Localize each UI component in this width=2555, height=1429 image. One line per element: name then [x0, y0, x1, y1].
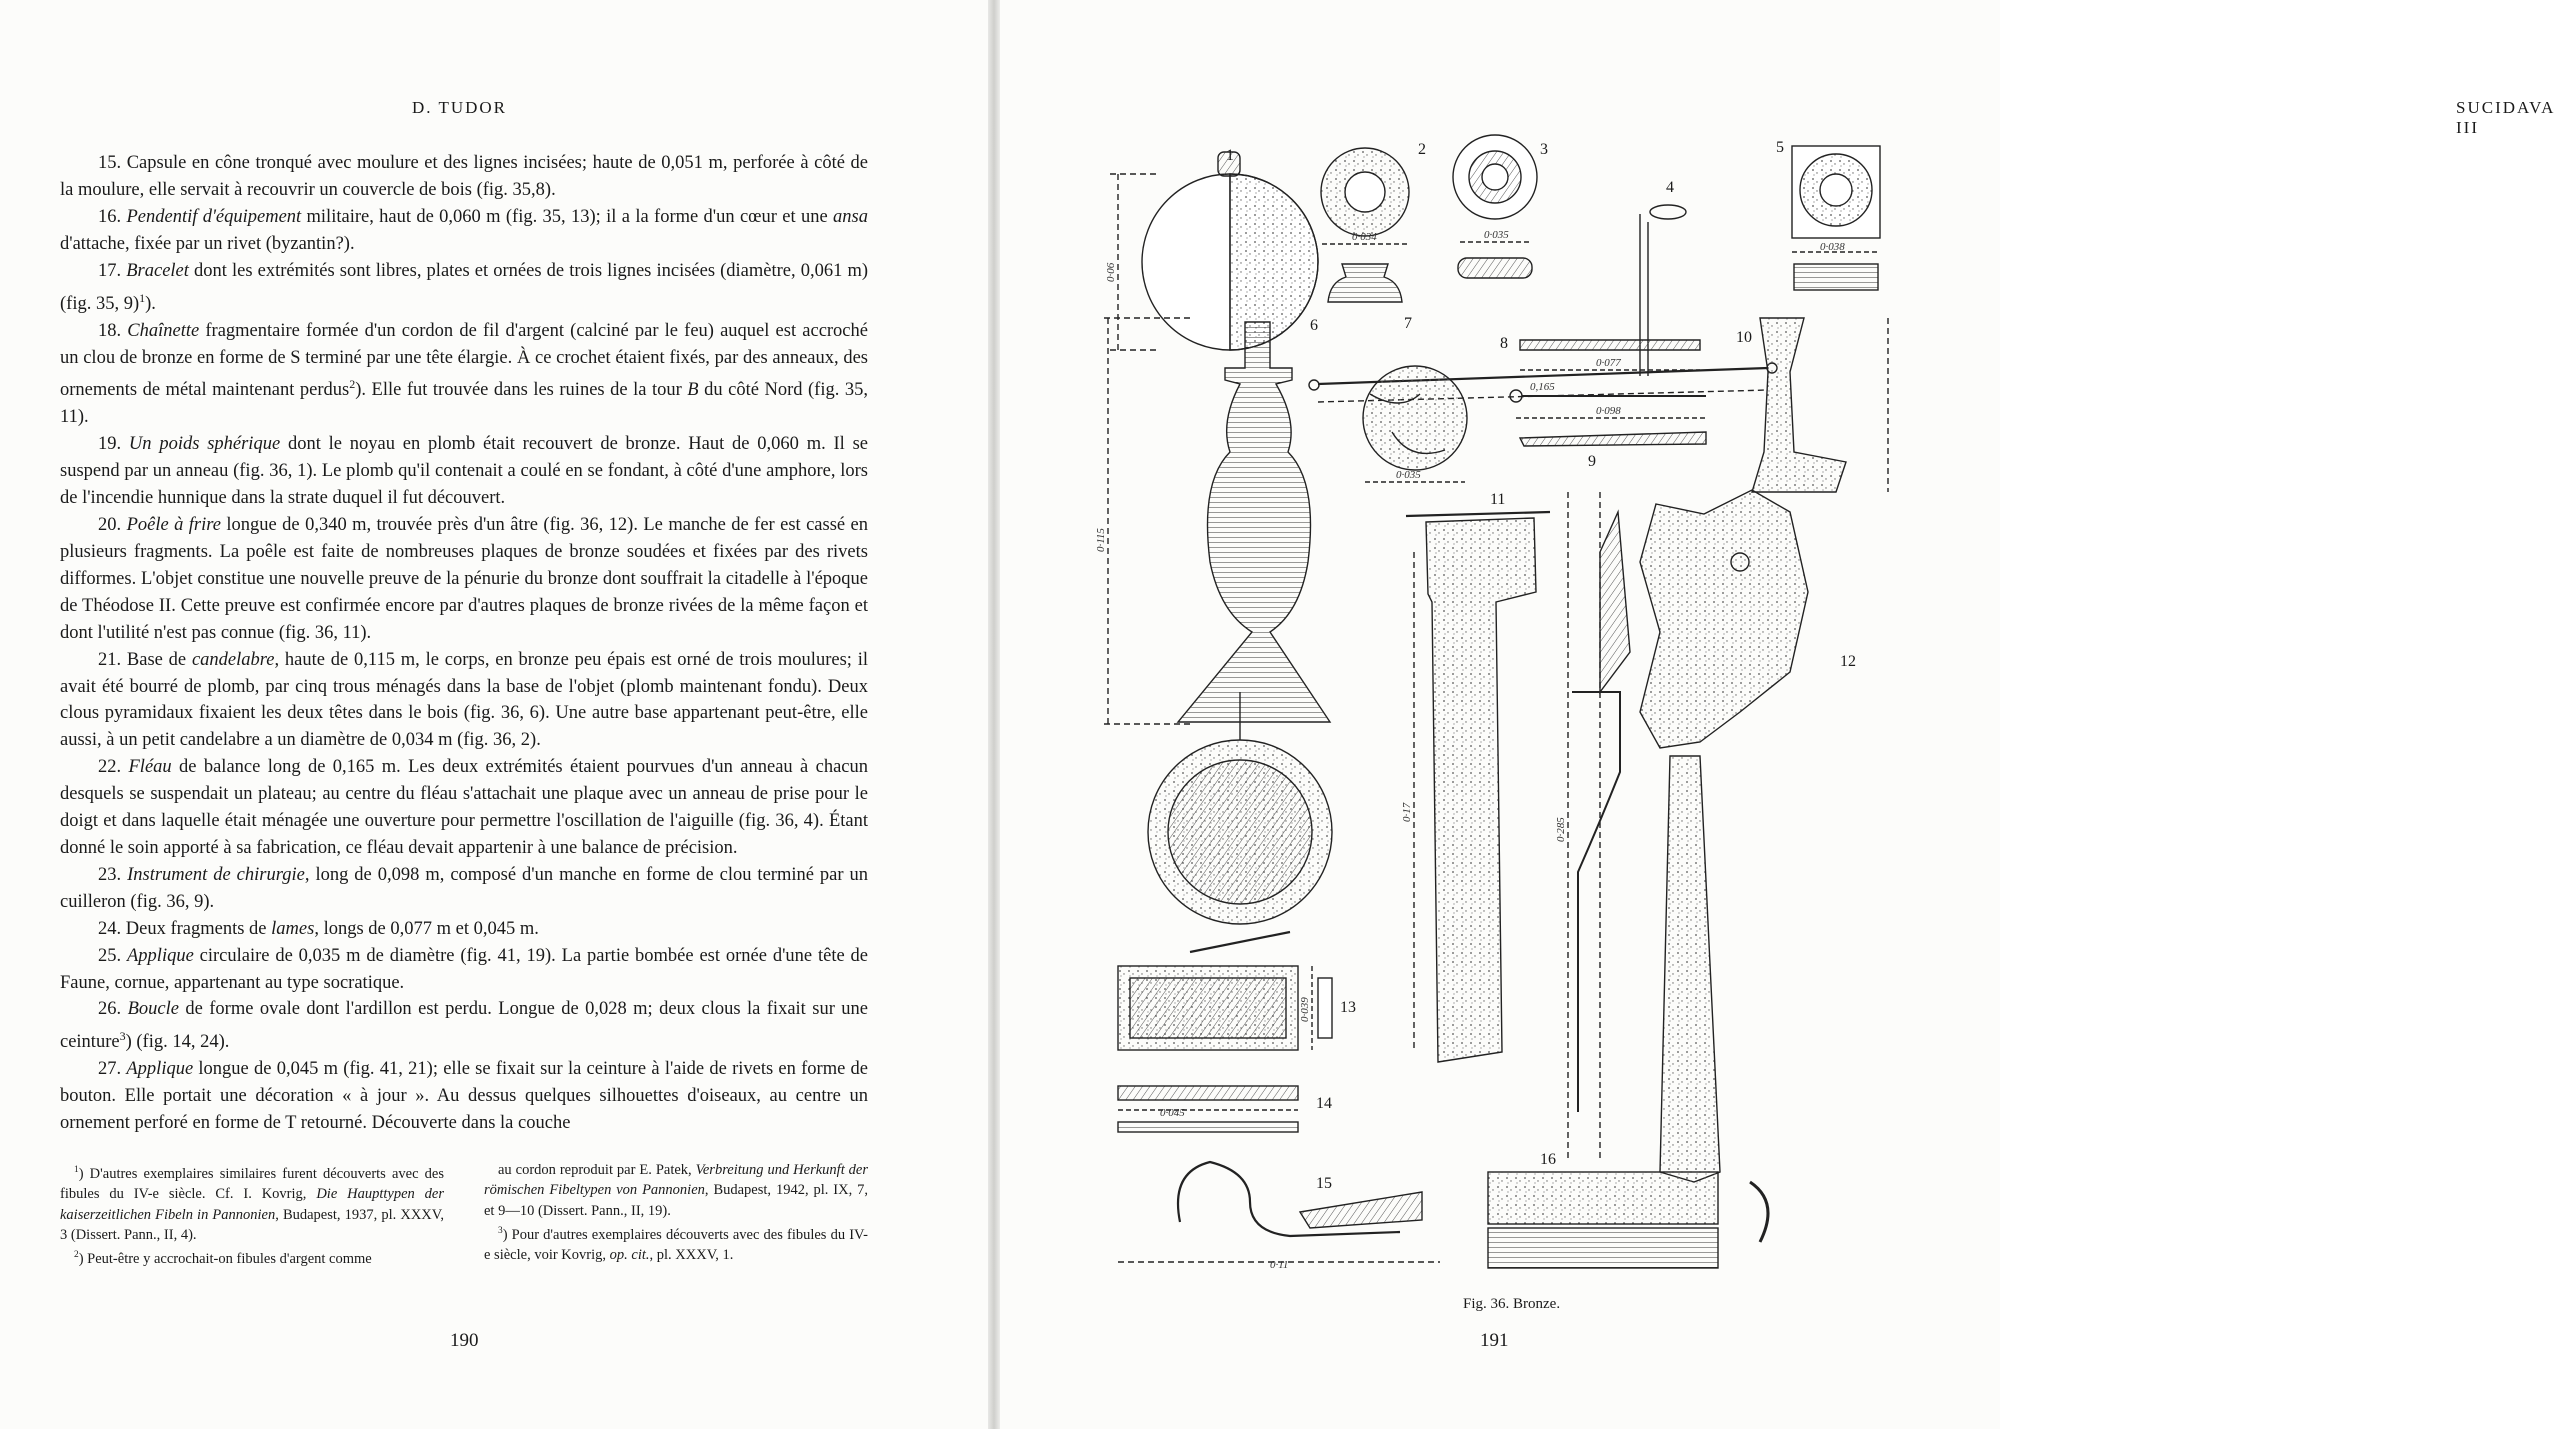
fig-number-13: 13 — [1340, 999, 1356, 1016]
dim-label-3: 0·035 — [1484, 229, 1509, 241]
object-6-base-disc — [1148, 692, 1332, 952]
dim-label-7: 0·035 — [1396, 469, 1421, 481]
fig-number-8: 8 — [1500, 335, 1508, 352]
paragraph-1: 15. Capsule en cône tronqué avec moulure et des lignes incisées; haute de 0,051 m, perforée à côté de la moulure, elle servait à recouvrir un couvercle de bois (fig. 35,8). — [60, 153, 868, 200]
book-gutter — [988, 0, 1000, 1429]
object-6-candelabrum — [1104, 318, 1330, 724]
dim-label-4: 0,165 — [1530, 381, 1555, 393]
fig-number-4: 4 — [1666, 179, 1674, 196]
fig-number-3: 3 — [1540, 141, 1548, 158]
paragraph-10: 24. Deux fragments de lames, longs de 0,077 m et 0,045 m. — [98, 918, 539, 939]
object-2-candelabrum-base — [1321, 148, 1409, 302]
paragraph-7: 21. Base de candelabre, haute de 0,115 m, le corps, en bronze peu épais est orné de trois moulures; il avait été bourré de plomb, par cinq trous ménagés dans la base de l'objet (plomb maintenant fondu). Deux clous pyramidaux fixaient les deux têtes dans le bois (fig. 36, 6). Une autre base appartenant peut-être, elle aussi, à un petit candelabre a un diamètre de 0,034 m (fig. 36, 2). — [60, 649, 868, 751]
fig-number-10: 10 — [1736, 329, 1752, 346]
fig-number-2: 2 — [1418, 141, 1426, 158]
paragraph-5: 19. Un poids sphérique dont le noyau en plomb était recouvert de bronze. Haut de 0,060 m. Il se suspend par un anneau (fig. 36, 1). Le plomb qu'il contenait a coulé en se fondant, à côté d'une amphore, lors de l'incendie hunnique dans la strate duquel il fut découvert. — [60, 434, 868, 509]
footnotes-right-column — [484, 1160, 868, 1266]
paragraph-13: 27. Applique longue de 0,045 m (fig. 41, 21); elle se fixait sur la ceinture à l'aide de rivets en forme de bouton. Elle portait une décoration « à jour ». Au dessus quelques silhouettes d'oiseaux, au centre un ornement perforé en forme de T retourné. Découverte dans la couche — [60, 1059, 868, 1134]
object-1-weight — [1110, 152, 1318, 350]
dim-label-8: 0·077 — [1596, 357, 1621, 369]
dim-label-15: 0·11 — [1270, 1259, 1289, 1271]
dim-label-6: 0·115 — [1095, 528, 1107, 552]
fig-number-12: 12 — [1840, 653, 1856, 670]
object-14-strip — [1118, 1086, 1298, 1132]
fig-number-9: 9 — [1588, 453, 1596, 470]
dim-label-2: 0·034 — [1352, 231, 1377, 243]
running-head-left: D. TUDOR — [412, 98, 508, 117]
paragraph-8: 22. Fléau de balance long de 0,165 m. Les deux extrémités étaient pourvues d'un anneau à chacun desquels se suspendait un plateau; au centre du fléau s'attachait une plaque avec un anneau de prise pour le doigt et dans laquelle était ménagée une ouverture pour permettre l'oscillation de l'aiguille (fig. 36, 4). Étant donné le soin apporté à sa fabrication, ce fléau devait appartenir à une balance de précision. — [60, 757, 868, 858]
page-number-left: 190 — [450, 1330, 479, 1351]
object-16-frieze — [1488, 1172, 1768, 1268]
body-text — [60, 150, 868, 1137]
fig-number-15: 15 — [1316, 1175, 1332, 1192]
footnotes-left-column — [60, 1160, 444, 1270]
fig-number-5: 5 — [1776, 139, 1784, 156]
object-9-surgical-instrument — [1510, 390, 1706, 446]
fig-number-16: 16 — [1540, 1151, 1556, 1168]
page-number-right: 191 — [1480, 1330, 1509, 1351]
bronze-objects-drawing — [1095, 132, 1900, 1292]
fig-number-11: 11 — [1490, 491, 1506, 508]
paragraph-3: 17. Bracelet dont les extrémités sont libres, plates et ornées de trois lignes incisées (diamètre, 0,061 m) (fig. 35, 9)$^1$). — [60, 260, 869, 314]
running-head-right: SUCIDAVA III — [2456, 98, 2555, 137]
object-10-fitting — [1752, 318, 1888, 492]
dim-label-1: 0·06 — [1105, 262, 1117, 282]
footnote-left-1: $^1$) D'autres exemplaires similaires furent découverts avec des fibules du IV-e siècle. Cf. I. Kovrig, Die Haupttypen der kaiserzeitlichen Fibeln in Pannonien, Budapest, 1937, pl. XXXV, 3 (Dissert. Pann., II, 4). — [60, 1165, 444, 1244]
paragraph-12: 26. Boucle de forme ovale dont l'ardillon est perdu. Longue de 0,028 m; deux clous la fixait sur une ceinture$^3$) (fig. 14, 24). — [60, 999, 868, 1053]
object-3-ring — [1453, 135, 1537, 278]
fig-number-1: 1 — [1226, 147, 1234, 164]
object-15-hook — [1118, 1162, 1440, 1262]
object-7-applique — [1363, 366, 1467, 482]
fig-number-7: 7 — [1404, 315, 1412, 332]
dim-label-9: 0·098 — [1596, 405, 1621, 417]
dim-label-13: 0·039 — [1299, 997, 1311, 1022]
object-4-balance-beam — [1309, 205, 1777, 402]
paragraph-11: 25. Applique circulaire de 0,035 m de diamètre (fig. 41, 19). La partie bombée est ornée d'une tête de Faune, cornue, appartenant au type socratique. — [60, 945, 869, 993]
paragraph-2: 16. Pendentif d'équipement militaire, haut de 0,060 m (fig. 35, 13); il a la forme d'un cœur et une ansa d'attache, fixée par un rivet (byzantin?). — [60, 206, 868, 254]
paragraph-6: 20. Poêle à frire longue de 0,340 m, trouvée près d'un âtre (fig. 36, 12). Le manche de fer est cassé en plusieurs fragments. La poêle est faite de nombreuses plaques de bronze soudées et fixées par des rivets difformes. L'objet constitue une nouvelle preuve de la pénurie du bronze dont souffrait la citadelle à l'époque de Théodose II. Cette preuve est confirmée encore par d'autres plaques de bronze rivées de la même façon et dont l'utilité n'est pas connue (fig. 36, 11). — [60, 515, 869, 643]
footnote-right-2: $^3$) Pour d'autres exemplaires découverts avec des fibules du IV-e siècle, voir Kovrig, op. cit., pl. XXXV, 1. — [484, 1226, 868, 1264]
object-11-plate — [1406, 512, 1550, 1062]
dim-label-11: 0·17 — [1401, 802, 1413, 822]
paragraph-9: 23. Instrument de chirurgie, long de 0,098 m, composé d'un manche en forme de clou terminé par un cuilleron (fig. 36, 9). — [60, 864, 868, 912]
fig-number-6: 6 — [1310, 317, 1318, 334]
fig-number-14: 14 — [1316, 1095, 1332, 1112]
figure-plate — [1095, 132, 1900, 1292]
dim-label-14: 0·045 — [1160, 1107, 1185, 1119]
figure-caption: Fig. 36. Bronze. — [1463, 1296, 1561, 1312]
paragraph-4: 18. Chaînette fragmentaire formée d'un cordon de fil d'argent (calciné par le feu) auquel est accroché un clou de bronze en forme de S terminé par une tête élargie. À ce crochet étaient fixés, par des anneaux, des ornements de métal maintenant perdus$^2$). Elle fut trouvée dans les ruines de la tour B du côté Nord (fig. 35, 11). — [60, 320, 868, 428]
footnote-left-2: $^2$) Peut-être y accrochait-on fibules d'argent comme — [74, 1250, 372, 1268]
object-5-disc — [1792, 146, 1880, 290]
dim-label-5: 0·038 — [1820, 241, 1845, 253]
footnote-right-1: au cordon reproduit par E. Patek, Verbreitung und Herkunft der römischen Fibeltypen von Pannonien, Budapest, 1942, pl. IX, 7, et 9—10 (Dissert. Pann., II, 19). — [484, 1162, 868, 1219]
object-12-frying-pan — [1568, 490, 1808, 1182]
left-page — [0, 0, 990, 1429]
dim-label-12: 0·285 — [1555, 817, 1567, 842]
